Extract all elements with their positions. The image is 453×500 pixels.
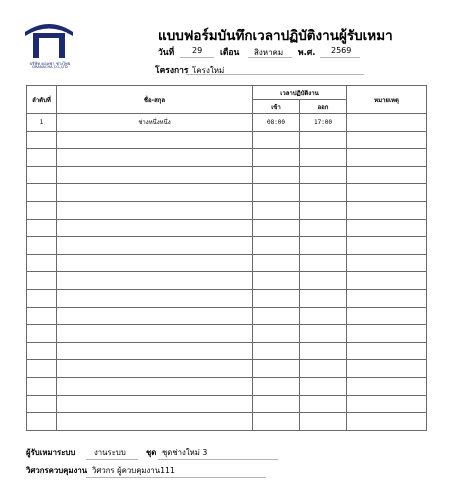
row-no-cell[interactable]: [27, 219, 57, 237]
row-in-cell[interactable]: 08:00: [253, 114, 300, 132]
project-underline: [186, 74, 364, 75]
day-label: วันที่: [158, 48, 175, 58]
row-name-cell[interactable]: [57, 272, 253, 290]
row-no-cell[interactable]: [27, 254, 57, 272]
row-out-cell[interactable]: [300, 184, 347, 202]
table-row: [27, 377, 427, 395]
row-out-cell[interactable]: [300, 325, 347, 343]
row-in-cell[interactable]: [253, 289, 300, 307]
engineer-value[interactable]: วิศวกร ผู้ควบคุมงาน111: [92, 466, 175, 475]
contractor-label: ผู้รับเหมาระบบ: [26, 448, 76, 457]
row-note-cell[interactable]: [347, 184, 427, 202]
row-name-cell[interactable]: [57, 254, 253, 272]
table-row: [27, 325, 427, 343]
table-row: [27, 166, 427, 184]
row-name-cell[interactable]: [57, 307, 253, 325]
year-label: พ.ศ.: [298, 48, 316, 58]
row-out-cell[interactable]: [300, 377, 347, 395]
row-name-cell[interactable]: [57, 219, 253, 237]
row-in-cell[interactable]: [253, 272, 300, 290]
team-value[interactable]: ชุดช่างใหม่ 3: [162, 448, 208, 457]
row-no-cell[interactable]: [27, 377, 57, 395]
row-name-cell[interactable]: [57, 377, 253, 395]
row-name-cell[interactable]: [57, 201, 253, 219]
row-no-cell[interactable]: [27, 307, 57, 325]
row-out-cell[interactable]: [300, 237, 347, 255]
row-no-cell[interactable]: [27, 272, 57, 290]
row-note-cell[interactable]: [347, 289, 427, 307]
house-logo-icon: [22, 18, 76, 60]
month-value[interactable]: สิงหาคม: [254, 48, 284, 57]
table-row: [27, 272, 427, 290]
row-note-cell[interactable]: [347, 325, 427, 343]
row-name-cell[interactable]: [57, 131, 253, 149]
engineer-underline: [86, 477, 266, 478]
engineer-label: วิศวกรควบคุมงาน: [26, 466, 88, 475]
row-out-cell[interactable]: [300, 166, 347, 184]
row-out-cell[interactable]: [300, 201, 347, 219]
table-row: [27, 131, 427, 149]
row-note-cell[interactable]: [347, 131, 427, 149]
col-header-no: ลำดับที่: [27, 86, 57, 114]
col-header-name: ชื่อ-สกุล: [57, 86, 253, 114]
row-in-cell[interactable]: [253, 184, 300, 202]
row-in-cell[interactable]: [253, 377, 300, 395]
table-row: [27, 395, 427, 413]
row-note-cell[interactable]: [347, 360, 427, 378]
year-underline: [320, 57, 360, 58]
row-no-cell[interactable]: [27, 201, 57, 219]
project-value[interactable]: โครงใหม่: [192, 66, 225, 75]
company-name-en: DRANACHA CO.,LTD: [32, 65, 68, 69]
row-note-cell[interactable]: [347, 166, 427, 184]
row-out-cell[interactable]: [300, 307, 347, 325]
table-row: [27, 184, 427, 202]
row-out-cell[interactable]: [300, 272, 347, 290]
row-note-cell[interactable]: [347, 342, 427, 360]
row-name-cell[interactable]: [57, 395, 253, 413]
row-no-cell[interactable]: [27, 325, 57, 343]
attendance-rows: [27, 114, 427, 431]
year-value[interactable]: 2569: [331, 46, 352, 55]
row-in-cell[interactable]: [253, 131, 300, 149]
contractor-underline: [86, 459, 138, 460]
row-note-cell[interactable]: [347, 149, 427, 167]
row-out-cell[interactable]: [300, 360, 347, 378]
row-no-cell[interactable]: [27, 360, 57, 378]
row-out-cell[interactable]: [300, 149, 347, 167]
row-no-cell[interactable]: [27, 413, 57, 431]
row-name-cell[interactable]: [57, 237, 253, 255]
col-header-out: ออก: [300, 100, 347, 114]
col-header-worktime: เวลาปฏิบัติงาน: [253, 86, 347, 100]
table-row: [27, 307, 427, 325]
row-no-cell[interactable]: [27, 184, 57, 202]
table-row: [27, 114, 427, 132]
row-in-cell[interactable]: [253, 342, 300, 360]
table-row: [27, 219, 427, 237]
row-out-cell[interactable]: [300, 413, 347, 431]
row-note-cell[interactable]: [347, 114, 427, 132]
month-label: เดือน: [220, 48, 240, 58]
contractor-value[interactable]: งานระบบ: [94, 448, 126, 457]
row-in-cell[interactable]: [253, 219, 300, 237]
table-row: [27, 360, 427, 378]
row-name-cell[interactable]: [57, 289, 253, 307]
row-name-cell[interactable]: [57, 325, 253, 343]
row-note-cell[interactable]: [347, 219, 427, 237]
day-underline: [180, 57, 214, 58]
row-in-cell[interactable]: [253, 201, 300, 219]
row-no-cell[interactable]: [27, 342, 57, 360]
table-row: [27, 342, 427, 360]
row-note-cell[interactable]: [347, 272, 427, 290]
row-name-cell[interactable]: [57, 149, 253, 167]
table-row: [27, 413, 427, 431]
row-note-cell[interactable]: [347, 413, 427, 431]
form-title: แบบฟอร์มบันทึกเวลาปฏิบัติงานผู้รับเหมา: [158, 28, 393, 44]
row-name-cell[interactable]: [57, 413, 253, 431]
row-note-cell[interactable]: [347, 254, 427, 272]
row-out-cell[interactable]: 17:00: [300, 114, 347, 132]
row-no-cell[interactable]: [27, 237, 57, 255]
attendance-table: [26, 85, 427, 431]
row-no-cell[interactable]: [27, 149, 57, 167]
team-label: ชุด: [146, 448, 157, 457]
row-in-cell[interactable]: [253, 149, 300, 167]
row-no-cell[interactable]: [27, 166, 57, 184]
row-out-cell[interactable]: [300, 219, 347, 237]
table-row: [27, 201, 427, 219]
row-name-cell[interactable]: ช่างหนึ่งหนึ่ง: [57, 114, 253, 132]
row-in-cell[interactable]: [253, 237, 300, 255]
row-in-cell[interactable]: [253, 360, 300, 378]
table-row: [27, 237, 427, 255]
row-note-cell[interactable]: [347, 201, 427, 219]
row-out-cell[interactable]: [300, 289, 347, 307]
company-name-th: บริษัท ดอลฟา ช่างไทย: [29, 61, 71, 66]
row-out-cell[interactable]: [300, 131, 347, 149]
row-out-cell[interactable]: [300, 395, 347, 413]
row-out-cell[interactable]: [300, 254, 347, 272]
company-logo: [22, 18, 76, 66]
row-name-cell[interactable]: [57, 360, 253, 378]
row-name-cell[interactable]: [57, 166, 253, 184]
row-name-cell[interactable]: [57, 184, 253, 202]
team-underline: [158, 459, 278, 460]
row-note-cell[interactable]: [347, 237, 427, 255]
row-in-cell[interactable]: [253, 166, 300, 184]
row-note-cell[interactable]: [347, 307, 427, 325]
row-note-cell[interactable]: [347, 377, 427, 395]
project-label: โครงการ: [155, 66, 189, 76]
row-in-cell[interactable]: [253, 254, 300, 272]
row-in-cell[interactable]: [253, 325, 300, 343]
row-no-cell[interactable]: [27, 131, 57, 149]
col-header-in: เข้า: [253, 100, 300, 114]
row-no-cell[interactable]: 1: [27, 114, 57, 132]
col-header-note: หมายเหตุ: [347, 86, 427, 114]
month-underline: [248, 57, 292, 58]
row-in-cell[interactable]: [253, 413, 300, 431]
table-row: [27, 289, 427, 307]
row-out-cell[interactable]: [300, 342, 347, 360]
row-note-cell[interactable]: [347, 395, 427, 413]
row-no-cell[interactable]: [27, 395, 57, 413]
table-row: [27, 254, 427, 272]
day-value[interactable]: 29: [192, 46, 203, 55]
row-no-cell[interactable]: [27, 289, 57, 307]
row-in-cell[interactable]: [253, 307, 300, 325]
row-in-cell[interactable]: [253, 395, 300, 413]
row-name-cell[interactable]: [57, 342, 253, 360]
table-row: [27, 149, 427, 167]
